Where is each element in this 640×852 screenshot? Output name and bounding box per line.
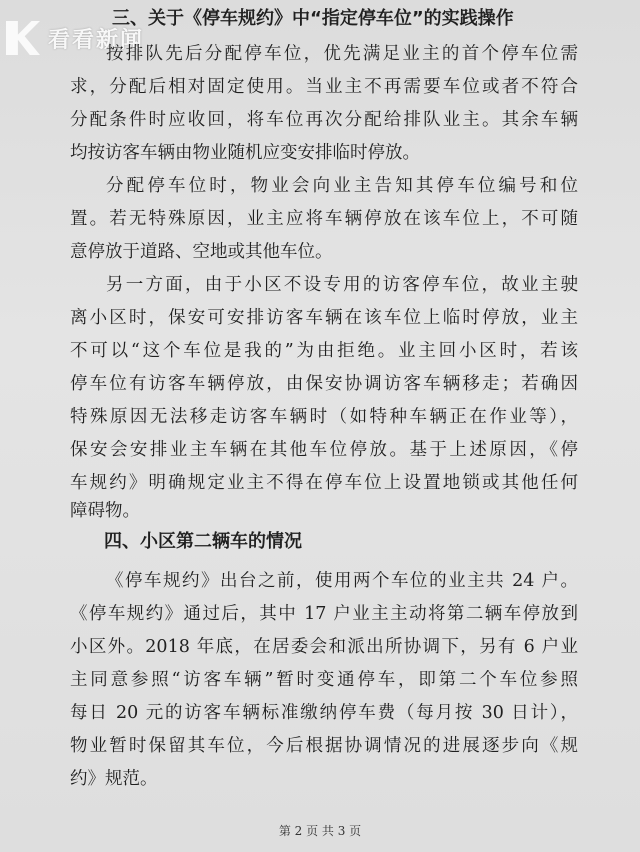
watermark-text: 看看新闻 xyxy=(48,27,145,53)
paragraph-line: 障碍物。 xyxy=(70,501,140,521)
paragraph-line: 按排队先后分配停车位，优先满足业主的首个停车位需 xyxy=(106,44,578,64)
paragraph-line: 置。若无特殊原因，业主应将车辆停放在该车位上，不可随 xyxy=(70,209,578,229)
paragraph-line: 分配停车位时，物业会向业主告知其停车位编号和位 xyxy=(106,176,578,196)
section-3-heading: 三、关于《停车规约》中“指定停车位”的实践操作 xyxy=(112,8,514,29)
paragraph-line: 离小区时，保安可安排访客车辆在该车位上临时停放，业主 xyxy=(70,308,578,328)
kankan-logo-icon xyxy=(6,21,40,55)
paragraph-line: 不可以“这个车位是我的”为由拒绝。业主回小区时，若该 xyxy=(70,341,578,361)
paragraph-line: 分配条件时应收回，将车位再次分配给排队业主。其余车辆 xyxy=(70,110,578,130)
paragraph-line: 意停放于道路、空地或其他车位。 xyxy=(70,242,333,262)
paragraph-line: 《停车规约》通过后，其中 17 户业主主动将第二辆车停放到 xyxy=(70,604,578,624)
page-number: 第 2 页 共 3 页 xyxy=(278,824,362,838)
paragraph-line: 主同意参照“访客车辆”暂时变通停车，即第二个车位参照 xyxy=(70,670,578,690)
section-4-heading: 四、小区第二辆车的情况 xyxy=(104,531,302,552)
paragraph-line: 特殊原因无法移走访客车辆时（如特种车辆正在作业等）， xyxy=(70,407,578,427)
paragraph-line: 另一方面，由于小区不设专用的访客停车位，故业主驶 xyxy=(106,275,578,295)
paragraph-line: 《停车规约》出台之前，使用两个车位的业主共 24 户。 xyxy=(106,571,578,591)
paragraph-line: 均按访客车辆由物业随机应变安排临时停放。 xyxy=(70,143,420,163)
paragraph-line: 约》规范。 xyxy=(70,769,158,789)
paragraph-line: 每日 20 元的访客车辆标准缴纳停车费（每月按 30 日计）， xyxy=(70,703,578,723)
paragraph-line: 物业暂时保留其车位，今后根据协调情况的进展逐步向《规 xyxy=(70,736,578,756)
paragraph-line: 小区外。2018 年底，在居委会和派出所协调下，另有 6 户业 xyxy=(70,637,578,657)
paragraph-line: 停车位有访客车辆停放，由保安协调访客车辆移走；若确因 xyxy=(70,374,578,394)
paragraph-line: 保安会安排业主车辆在其他车位停放。基于上述原因，《停 xyxy=(70,440,578,460)
paragraph-line: 车规约》明确规定业主不得在停车位上设置地锁或其他任何 xyxy=(70,473,578,493)
paragraph-line: 求，分配后相对固定使用。当业主不再需要车位或者不符合 xyxy=(70,77,578,97)
